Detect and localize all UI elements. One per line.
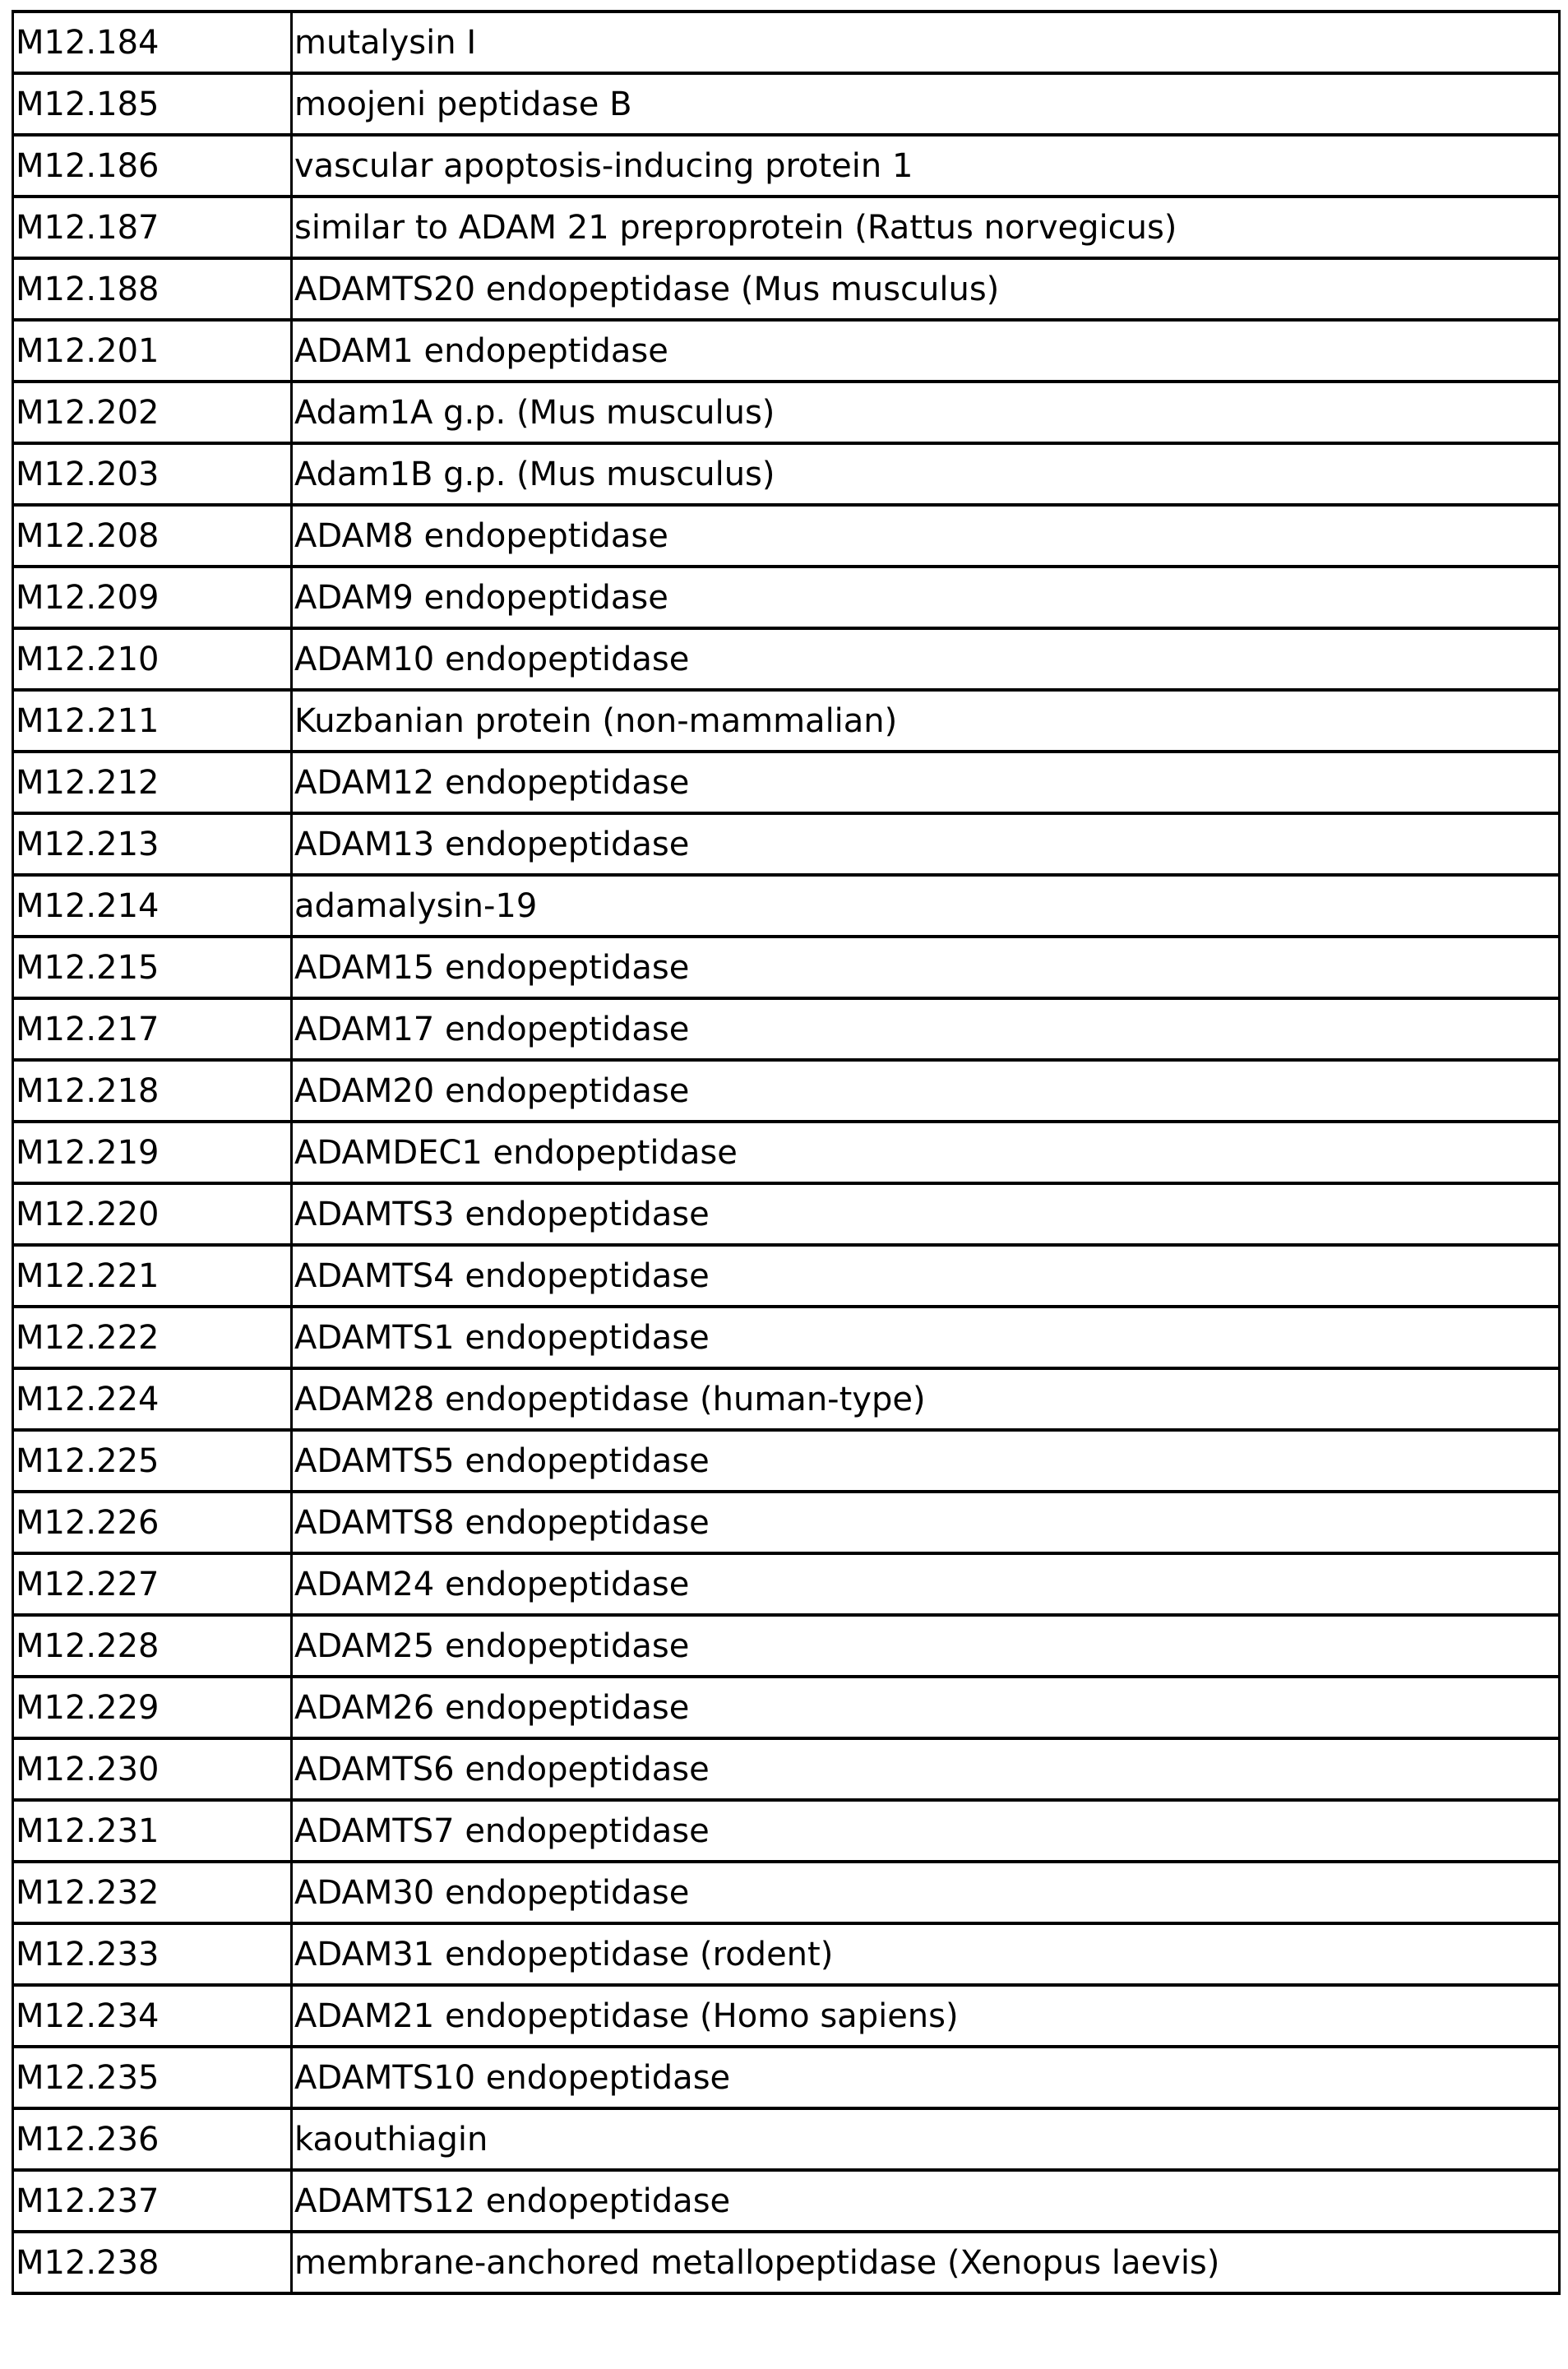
table-row xyxy=(13,875,1560,937)
peptidase-name-cell: moojeni peptidase B xyxy=(292,73,1560,135)
peptidase-name-cell: ADAMTS4 endopeptidase xyxy=(292,1245,1560,1307)
merops-id-cell: M12.203 xyxy=(13,443,292,505)
peptidase-name-cell: Adam1A g.p. (Mus musculus) xyxy=(292,382,1560,443)
table-row xyxy=(13,73,1560,135)
merops-id-cell: M12.210 xyxy=(13,628,292,690)
peptidase-name-cell: ADAM1 endopeptidase xyxy=(292,320,1560,382)
table-row xyxy=(13,567,1560,628)
table-row xyxy=(13,1985,1560,2047)
merops-id-cell: M12.228 xyxy=(13,1615,292,1677)
table-row xyxy=(13,443,1560,505)
table-row xyxy=(13,135,1560,197)
table-row xyxy=(13,258,1560,320)
peptidase-name-cell: ADAMTS20 endopeptidase (Mus musculus) xyxy=(292,258,1560,320)
merops-id-cell: M12.230 xyxy=(13,1738,292,1800)
merops-id-cell: M12.231 xyxy=(13,1800,292,1862)
merops-id-cell: M12.202 xyxy=(13,382,292,443)
peptidase-name-cell: ADAM30 endopeptidase xyxy=(292,1862,1560,1923)
peptidase-name-cell: ADAMDEC1 endopeptidase xyxy=(292,1122,1560,1183)
merops-id-cell: M12.236 xyxy=(13,2108,292,2170)
table-row xyxy=(13,1862,1560,1923)
table-row xyxy=(13,320,1560,382)
peptidase-name-cell: Kuzbanian protein (non-mammalian) xyxy=(292,690,1560,752)
peptidase-name-cell: ADAM25 endopeptidase xyxy=(292,1615,1560,1677)
table-row xyxy=(13,1245,1560,1307)
table-row xyxy=(13,690,1560,752)
merops-id-cell: M12.227 xyxy=(13,1553,292,1615)
merops-id-cell: M12.232 xyxy=(13,1862,292,1923)
peptidase-name-cell: ADAM17 endopeptidase xyxy=(292,998,1560,1060)
merops-id-cell: M12.188 xyxy=(13,258,292,320)
table-row xyxy=(13,1183,1560,1245)
merops-id-cell: M12.209 xyxy=(13,567,292,628)
peptidase-name-cell: vascular apoptosis-inducing protein 1 xyxy=(292,135,1560,197)
merops-id-cell: M12.220 xyxy=(13,1183,292,1245)
merops-id-cell: M12.219 xyxy=(13,1122,292,1183)
merops-id-cell: M12.214 xyxy=(13,875,292,937)
peptidase-name-cell: membrane-anchored metallopeptidase (Xenopus laevis) xyxy=(292,2232,1560,2293)
merops-id-cell: M12.212 xyxy=(13,752,292,813)
table-row xyxy=(13,1122,1560,1183)
table-row xyxy=(13,1368,1560,1430)
peptidase-name-cell: ADAMTS5 endopeptidase xyxy=(292,1430,1560,1492)
table-body xyxy=(13,12,1560,2293)
peptidase-name-cell: ADAMTS1 endopeptidase xyxy=(292,1307,1560,1368)
merops-id-cell: M12.222 xyxy=(13,1307,292,1368)
table-row xyxy=(13,505,1560,567)
merops-id-cell: M12.225 xyxy=(13,1430,292,1492)
merops-id-cell: M12.221 xyxy=(13,1245,292,1307)
peptidase-name-cell: Adam1B g.p. (Mus musculus) xyxy=(292,443,1560,505)
table-row xyxy=(13,1615,1560,1677)
merops-id-cell: M12.226 xyxy=(13,1492,292,1553)
peptidase-name-cell: mutalysin I xyxy=(292,12,1560,73)
merops-id-cell: M12.186 xyxy=(13,135,292,197)
merops-id-cell: M12.187 xyxy=(13,197,292,258)
merops-id-cell: M12.211 xyxy=(13,690,292,752)
merops-id-cell: M12.237 xyxy=(13,2170,292,2232)
peptidase-name-cell: ADAMTS8 endopeptidase xyxy=(292,1492,1560,1553)
peptidase-name-cell: ADAM9 endopeptidase xyxy=(292,567,1560,628)
table-row xyxy=(13,998,1560,1060)
table-row xyxy=(13,2047,1560,2108)
table-row xyxy=(13,1553,1560,1615)
table-row xyxy=(13,1923,1560,1985)
peptidase-name-cell: ADAM24 endopeptidase xyxy=(292,1553,1560,1615)
table-row xyxy=(13,1677,1560,1738)
peptidase-name-cell: ADAM10 endopeptidase xyxy=(292,628,1560,690)
merops-id-cell: M12.213 xyxy=(13,813,292,875)
merops-id-cell: M12.184 xyxy=(13,12,292,73)
table-row xyxy=(13,1430,1560,1492)
peptidase-name-cell: ADAMTS6 endopeptidase xyxy=(292,1738,1560,1800)
table-row xyxy=(13,1307,1560,1368)
table-row xyxy=(13,752,1560,813)
table-row xyxy=(13,12,1560,73)
peptidase-name-cell: kaouthiagin xyxy=(292,2108,1560,2170)
table-row xyxy=(13,2170,1560,2232)
peptidase-table xyxy=(12,10,1561,2295)
merops-id-cell: M12.201 xyxy=(13,320,292,382)
table-row xyxy=(13,1060,1560,1122)
peptidase-name-cell: ADAMTS10 endopeptidase xyxy=(292,2047,1560,2108)
peptidase-name-cell: ADAM28 endopeptidase (human-type) xyxy=(292,1368,1560,1430)
peptidase-name-cell: ADAM15 endopeptidase xyxy=(292,937,1560,998)
merops-id-cell: M12.235 xyxy=(13,2047,292,2108)
table-row xyxy=(13,2232,1560,2293)
peptidase-name-cell: ADAM26 endopeptidase xyxy=(292,1677,1560,1738)
table-row xyxy=(13,197,1560,258)
table-row xyxy=(13,1492,1560,1553)
merops-id-cell: M12.218 xyxy=(13,1060,292,1122)
peptidase-name-cell: ADAM12 endopeptidase xyxy=(292,752,1560,813)
table-row xyxy=(13,1738,1560,1800)
peptidase-name-cell: ADAMTS12 endopeptidase xyxy=(292,2170,1560,2232)
peptidase-name-cell: ADAM31 endopeptidase (rodent) xyxy=(292,1923,1560,1985)
merops-id-cell: M12.233 xyxy=(13,1923,292,1985)
table-row xyxy=(13,937,1560,998)
merops-id-cell: M12.215 xyxy=(13,937,292,998)
peptidase-name-cell: ADAM8 endopeptidase xyxy=(292,505,1560,567)
merops-id-cell: M12.217 xyxy=(13,998,292,1060)
peptidase-name-cell: ADAM20 endopeptidase xyxy=(292,1060,1560,1122)
table-row xyxy=(13,628,1560,690)
peptidase-name-cell: ADAMTS7 endopeptidase xyxy=(292,1800,1560,1862)
table-row xyxy=(13,382,1560,443)
peptidase-name-cell: ADAM21 endopeptidase (Homo sapiens) xyxy=(292,1985,1560,2047)
peptidase-name-cell: adamalysin-19 xyxy=(292,875,1560,937)
peptidase-name-cell: similar to ADAM 21 preproprotein (Rattus norvegicus) xyxy=(292,197,1560,258)
merops-id-cell: M12.185 xyxy=(13,73,292,135)
merops-id-cell: M12.234 xyxy=(13,1985,292,2047)
merops-id-cell: M12.224 xyxy=(13,1368,292,1430)
table-row xyxy=(13,813,1560,875)
peptidase-name-cell: ADAM13 endopeptidase xyxy=(292,813,1560,875)
merops-id-cell: M12.229 xyxy=(13,1677,292,1738)
table-row xyxy=(13,2108,1560,2170)
merops-id-cell: M12.238 xyxy=(13,2232,292,2293)
peptidase-name-cell: ADAMTS3 endopeptidase xyxy=(292,1183,1560,1245)
table-row xyxy=(13,1800,1560,1862)
merops-id-cell: M12.208 xyxy=(13,505,292,567)
